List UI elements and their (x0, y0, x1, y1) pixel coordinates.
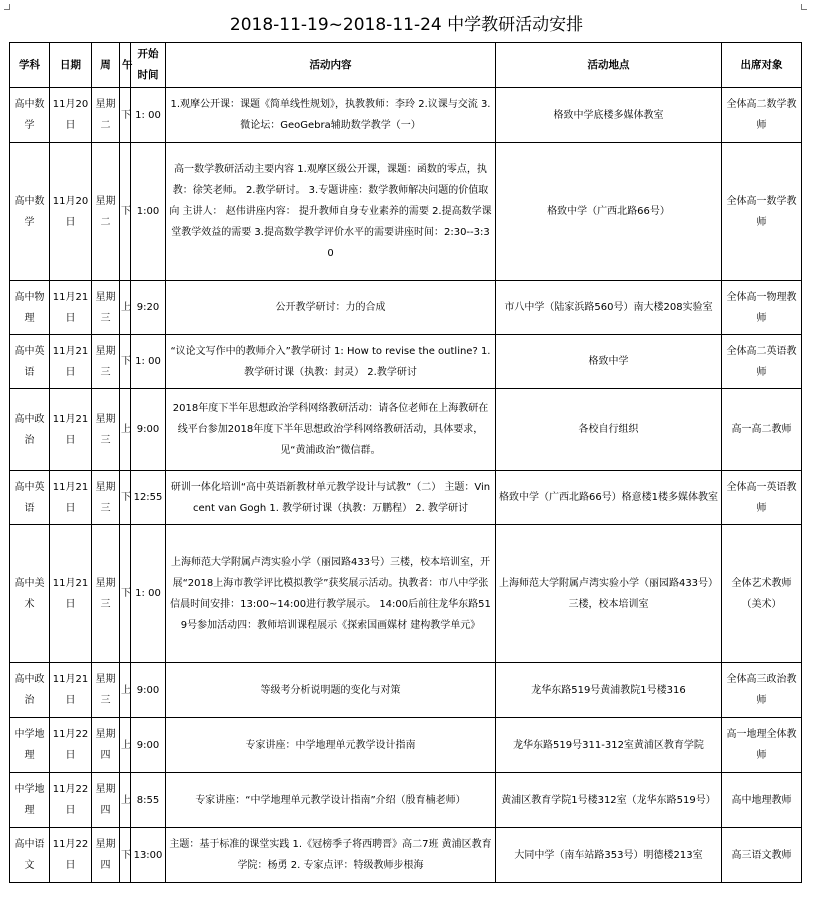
cell-audience: 全体高一物理教师 (722, 281, 802, 335)
table-row (10, 88, 802, 143)
cell-weekday: 星期三 (92, 471, 120, 525)
cell-weekday: 星期三 (92, 389, 120, 471)
header-location: 活动地点 (496, 43, 722, 88)
cell-date: 11月22日 (50, 828, 92, 883)
cell-subject: 高中英语 (10, 335, 50, 389)
cell-time: 12:55 (131, 471, 166, 525)
cell-location: 格致中学底楼多媒体教室 (496, 88, 722, 143)
cell-audience: 全体高二数学教师 (722, 88, 802, 143)
cell-audience: 高中地理教师 (722, 773, 802, 828)
schedule-table (9, 42, 802, 883)
table-header-row (10, 43, 802, 88)
cell-weekday: 星期二 (92, 88, 120, 143)
cell-time: 8:55 (131, 773, 166, 828)
cell-audience: 高一高二教师 (722, 389, 802, 471)
cell-subject: 中学地理 (10, 773, 50, 828)
cell-date: 11月20日 (50, 143, 92, 281)
cell-location: 市八中学（陆家浜路560号）南大楼208实验室 (496, 281, 722, 335)
cell-location: 上海师范大学附属卢湾实验小学（丽园路433号）三楼，校本培训室 (496, 525, 722, 663)
cell-period: 上 (120, 389, 131, 471)
header-content: 活动内容 (166, 43, 496, 88)
table-row (10, 471, 802, 525)
cell-content: “议论文写作中的教师介入”教学研讨 1: How to revise the outline? 1.教学研讨课（执教：封灵） 2.教学研讨 (166, 335, 496, 389)
cell-subject: 高中数学 (10, 143, 50, 281)
cell-location: 格致中学（广西北路66号） (496, 143, 722, 281)
cell-audience: 全体高二英语教师 (722, 335, 802, 389)
header-weekday: 周 (92, 43, 120, 88)
header-start-time: 开始时间 (131, 43, 166, 88)
table-row (10, 525, 802, 663)
cell-location: 格致中学 (496, 335, 722, 389)
cell-period: 上 (120, 718, 131, 773)
cell-content: 研训一体化培训“高中英语新教材单元教学设计与试教”（二） 主题：Vincent van Gogh 1. 教学研讨课（执教：万鹏程） 2. 教学研讨 (166, 471, 496, 525)
cell-subject: 高中政治 (10, 389, 50, 471)
cell-date: 11月21日 (50, 663, 92, 718)
cell-content: 等级考分析说明题的变化与对策 (166, 663, 496, 718)
cell-period: 上 (120, 663, 131, 718)
cell-weekday: 星期三 (92, 663, 120, 718)
cell-period: 下 (120, 828, 131, 883)
cell-audience: 高一地理全体教师 (722, 718, 802, 773)
cell-weekday: 星期四 (92, 718, 120, 773)
cell-content: 高一数学教研活动主要内容 1.观摩区级公开课，课题：函数的零点，执教：徐笑老师。 2.教学研讨。 3.专题讲座：数学教师解决问题的价值取向 主讲人： 赵伟讲座内容： 提升教师自身专业素养的需要 2.提高数学课堂教学效益的需要 3.提高数学教学评价水平的需要讲座时间：2:30--3:30 (166, 143, 496, 281)
cell-weekday: 星期二 (92, 143, 120, 281)
cell-date: 11月21日 (50, 525, 92, 663)
cell-subject: 中学地理 (10, 718, 50, 773)
cell-subject: 高中英语 (10, 471, 50, 525)
cell-content: 2018年度下半年思想政治学科网络教研活动：请各位老师在上海教研在线平台参加2018年度下半年思想政治学科网络教研活动，具体要求，见“黄浦政治”微信群。 (166, 389, 496, 471)
cell-audience: 全体高一英语教师 (722, 471, 802, 525)
cell-time: 1: 00 (131, 88, 166, 143)
cell-subject: 高中数学 (10, 88, 50, 143)
cell-location: 各校自行组织 (496, 389, 722, 471)
cell-period: 上 (120, 281, 131, 335)
table-row (10, 143, 802, 281)
cell-subject: 高中物理 (10, 281, 50, 335)
table-row (10, 335, 802, 389)
cell-content: 专家讲座：“中学地理单元教学设计指南”介绍（殷育楠老师） (166, 773, 496, 828)
cell-content: 专家讲座：中学地理单元教学设计指南 (166, 718, 496, 773)
cell-date: 11月21日 (50, 389, 92, 471)
cell-time: 9:00 (131, 389, 166, 471)
page-title: 2018-11-19~2018-11-24 中学教研活动安排 (229, 15, 584, 35)
cell-weekday: 星期三 (92, 525, 120, 663)
table-row (10, 773, 802, 828)
table-row (10, 281, 802, 335)
cell-date: 11月21日 (50, 335, 92, 389)
cell-content: 公开教学研讨：力的合成 (166, 281, 496, 335)
cell-date: 11月22日 (50, 773, 92, 828)
table-row (10, 663, 802, 718)
cell-date: 11月22日 (50, 718, 92, 773)
cell-period: 上 (120, 773, 131, 828)
cell-time: 1: 00 (131, 525, 166, 663)
cell-time: 1:00 (131, 143, 166, 281)
table-row (10, 718, 802, 773)
cell-content: 上海师范大学附属卢湾实验小学（丽园路433号）三楼，校本培训室，开展“2018上海市教学评比模拟教学”获奖展示活动。执教者：市八中学张信晨时间安排：13:00~14:00进行教学展示。 14:00后前往龙华东路519号参加活动四：教师培训课程展示《探索国画媒材 建构教学单元》 (166, 525, 496, 663)
cell-weekday: 星期四 (92, 773, 120, 828)
cell-period: 下 (120, 471, 131, 525)
cell-weekday: 星期四 (92, 828, 120, 883)
cell-location: 黄浦区教育学院1号楼312室（龙华东路519号） (496, 773, 722, 828)
cell-audience: 全体高一数学教师 (722, 143, 802, 281)
cell-date: 11月21日 (50, 281, 92, 335)
cell-subject: 高中政治 (10, 663, 50, 718)
cell-weekday: 星期三 (92, 335, 120, 389)
cell-subject: 高中语文 (10, 828, 50, 883)
cell-period: 下 (120, 335, 131, 389)
cell-time: 9:20 (131, 281, 166, 335)
cell-content: 主题：基于标准的课堂实践 1.《冠榜季子将西聘晋》高二7班 黄浦区教育学院：杨勇 2. 专家点评：特级教师步根海 (166, 828, 496, 883)
cell-time: 1: 00 (131, 335, 166, 389)
cell-subject: 高中美术 (10, 525, 50, 663)
header-audience: 出席对象 (722, 43, 802, 88)
cell-time: 13:00 (131, 828, 166, 883)
cell-content: 1.观摩公开课：课题《简单线性规划》，执教教师：李玲 2.议课与交流 3.微论坛：GeoGebra辅助数学教学（一） (166, 88, 496, 143)
cell-audience: 高三语文教师 (722, 828, 802, 883)
cell-date: 11月20日 (50, 88, 92, 143)
table-row (10, 389, 802, 471)
cell-weekday: 星期三 (92, 281, 120, 335)
cell-audience: 全体高三政治教师 (722, 663, 802, 718)
header-date: 日期 (50, 43, 92, 88)
cell-period: 下 (120, 88, 131, 143)
cell-location: 格致中学（广西北路66号）格意楼1楼多媒体教室 (496, 471, 722, 525)
cell-date: 11月21日 (50, 471, 92, 525)
cell-time: 9:00 (131, 663, 166, 718)
cell-location: 龙华东路519号311-312室黄浦区教育学院 (496, 718, 722, 773)
cell-time: 9:00 (131, 718, 166, 773)
cell-period: 下 (120, 525, 131, 663)
cell-audience: 全体艺术教师（美术） (722, 525, 802, 663)
cell-location: 龙华东路519号黄浦教院1号楼316 (496, 663, 722, 718)
cell-location: 大同中学（南车站路353号）明德楼213室 (496, 828, 722, 883)
header-period: 午 (120, 43, 131, 88)
table-row (10, 828, 802, 883)
header-subject: 学科 (10, 43, 50, 88)
cell-period: 下 (120, 143, 131, 281)
